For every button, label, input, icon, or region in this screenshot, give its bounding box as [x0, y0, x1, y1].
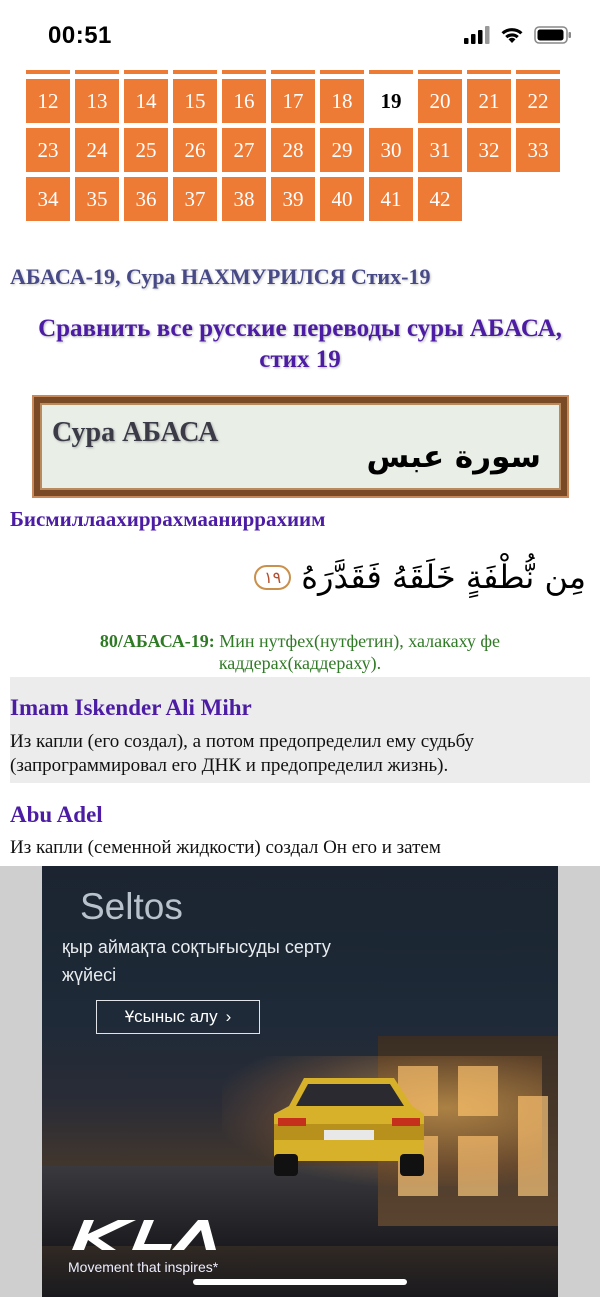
verse-link[interactable]: 38 [222, 177, 266, 221]
compare-translations-link[interactable]: Сравнить все русские переводы суры АБАСА, стих 19 [38, 315, 562, 373]
chevron-right-icon: › [225, 1007, 232, 1026]
verse-link[interactable]: 24 [75, 128, 119, 172]
verse-link[interactable]: 33 [516, 128, 560, 172]
status-icons [464, 26, 572, 44]
verse-link[interactable]: 42 [418, 177, 462, 221]
ad-creative[interactable] [42, 866, 558, 1297]
verse-link[interactable]: 39 [271, 177, 315, 221]
verse-row [26, 79, 566, 123]
translation-text: Из капли (его создал), а потом предопределил ему судьбу (запрограммировал его ДНК и предопределил жизнь). [10, 731, 475, 776]
verse-link[interactable]: 32 [467, 128, 511, 172]
translator-name[interactable]: Imam Iskender Ali Mihr [10, 695, 252, 720]
verse-link[interactable]: 31 [418, 128, 462, 172]
home-indicator[interactable] [193, 1279, 407, 1285]
ad-tagline: қыр аймақта соқтығысуды серту жүйесі [62, 937, 331, 985]
verse-link[interactable]: 23 [26, 128, 70, 172]
sura-banner-panel [40, 403, 561, 490]
verse-link-current[interactable]: 19 [369, 79, 413, 123]
verse-row-cutoff [26, 70, 566, 74]
sura-banner [32, 395, 569, 498]
verse-link[interactable]: 15 [173, 79, 217, 123]
sura-name-russian: Сура АБАСА [52, 417, 219, 448]
verse-row [26, 128, 566, 172]
ad-model-name: Seltos [80, 886, 183, 927]
verse-link[interactable]: 16 [222, 79, 266, 123]
verse-row [26, 177, 566, 221]
page-heading: АБАСА-19, Сура НАХМУРИЛСЯ Стих-19 [10, 264, 431, 289]
verse-link[interactable]: 35 [75, 177, 119, 221]
verse-link[interactable]: 27 [222, 128, 266, 172]
verse-link[interactable]: 36 [124, 177, 168, 221]
verse-link[interactable]: 30 [369, 128, 413, 172]
verse-link[interactable]: 14 [124, 79, 168, 123]
arabic-verse [254, 558, 586, 596]
verse-link[interactable]: 17 [271, 79, 315, 123]
verse-link[interactable]: 28 [271, 128, 315, 172]
cellular-signal-icon [464, 26, 490, 44]
translation-block [10, 796, 590, 866]
ayah-number-marker: ١٩ [254, 565, 291, 590]
verse-link[interactable]: 12 [26, 79, 70, 123]
verse-link[interactable]: 18 [320, 79, 364, 123]
status-time: 00:51 [48, 22, 112, 49]
verse-link[interactable]: 13 [75, 79, 119, 123]
ad-slogan: Movement that inspires* [68, 1259, 219, 1275]
verse-link[interactable]: 22 [516, 79, 560, 123]
verse-link[interactable]: 20 [418, 79, 462, 123]
ad-car-image [264, 1066, 434, 1186]
verse-number-grid [26, 70, 566, 226]
ad-banner-area [0, 866, 600, 1297]
bismillah-text: Бисмиллаахиррахмааниррахиим [10, 507, 326, 531]
verse-link[interactable]: 41 [369, 177, 413, 221]
kia-logo-icon [68, 1216, 218, 1254]
transliteration-text: Мин нутфех(нутфетин), халакаху фе каддерах(каддераху). [218, 631, 501, 673]
verse-link[interactable]: 29 [320, 128, 364, 172]
status-bar [0, 0, 600, 70]
transliteration [30, 630, 570, 674]
arabic-verse-text: مِن نُّطْفَةٍ خَلَقَهُ فَقَدَّرَهُ [301, 558, 586, 596]
ad-cta-label: Ұсыныс алу [124, 1007, 218, 1026]
battery-icon [534, 26, 572, 44]
verse-link[interactable]: 37 [173, 177, 217, 221]
translator-name[interactable]: Abu Adel [10, 802, 103, 827]
transliteration-reference: 80/АБАСА-19: [99, 631, 215, 651]
verse-link[interactable]: 26 [173, 128, 217, 172]
translation-block [10, 677, 590, 783]
translation-text: Из капли (семенной жидкости) создал Он его и затем [10, 837, 441, 858]
ad-cta-button[interactable] [96, 1000, 260, 1034]
verse-link[interactable]: 40 [320, 177, 364, 221]
wifi-icon [500, 26, 524, 44]
verse-link[interactable]: 25 [124, 128, 168, 172]
verse-link[interactable]: 34 [26, 177, 70, 221]
verse-link[interactable]: 21 [467, 79, 511, 123]
sura-name-arabic: سورة عبس [366, 439, 541, 475]
